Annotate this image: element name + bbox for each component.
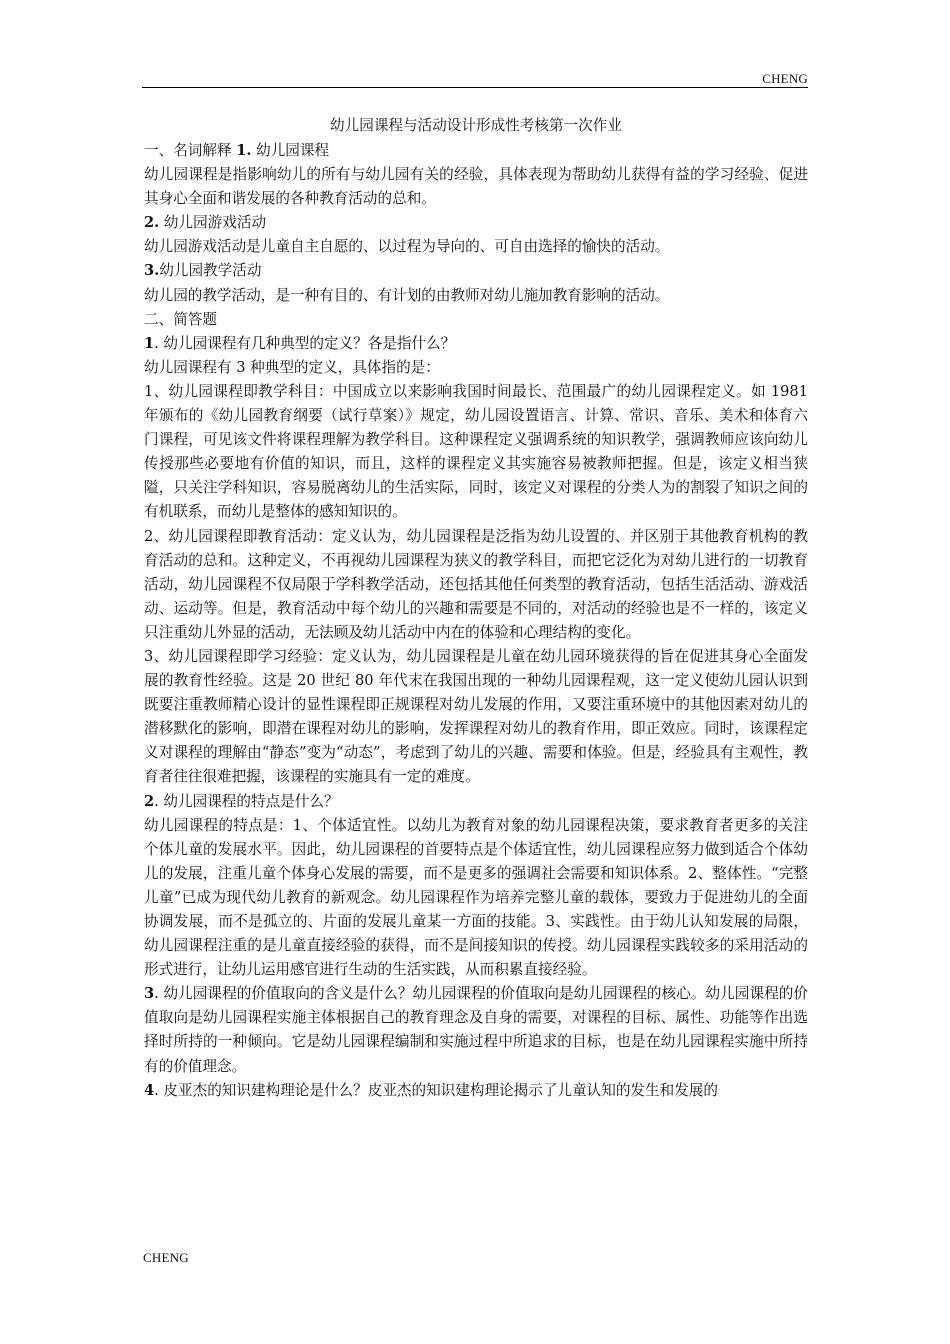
question-3-number: 3 xyxy=(144,985,155,1003)
term-2-definition: 幼儿园游戏活动是儿童自主自愿的、以过程为导向的、可自由选择的愉快的活动。 xyxy=(144,238,670,256)
page-header-label: CHENG xyxy=(762,71,808,86)
page-footer-label: CHENG xyxy=(143,1250,189,1265)
term-2-name: 幼儿园游戏活动 xyxy=(163,214,267,232)
question-4 xyxy=(144,1079,808,1103)
term-1-name: 幼儿园课程 xyxy=(256,142,330,159)
section-1-heading: 一、名词解释 xyxy=(144,142,232,159)
section-2-heading: 二、简答题 xyxy=(144,310,217,328)
question-2 xyxy=(144,790,808,814)
question-2-text: . 幼儿园课程的特点是什么？ xyxy=(154,792,339,810)
question-2-number: 2 xyxy=(144,792,155,810)
header-rule xyxy=(142,87,808,88)
question-2-answer: 幼儿园课程的特点是：1、个体适宜性。以幼儿为教育对象的幼儿园课程决策，要求教育者更多的关注个体儿童的发展水平。因此，幼儿园课程的首要特点是个体适宜性，幼儿园课程应努力做到适合个体幼儿的发展，注重儿童个体身心发展的需要，而不是更多的强调社会需要和知识体系。2、整体性。“完整儿童”已成为现代幼儿教育的新观念。幼儿园课程作为培养完整儿童的载体，要致力于促进幼儿的全面协调发展，而不是孤立的、片面的发展儿童某一方面的技能。3、实践性。由于幼儿认知发展的局限，幼儿园课程注重的是儿童直接经验的获得，而不是间接知识的传授。幼儿园课程实践较多的采用活动的形式进行，让幼儿运用感官进行生动的生活实践，从而积累直接经验。 xyxy=(144,816,808,979)
question-4-number: 4 xyxy=(144,1081,155,1099)
term-1-number: 1. xyxy=(236,142,252,159)
term-3-definition: 幼儿园的教学活动，是一种有目的、有计划的由教师对幼儿施加教育影响的活动。 xyxy=(144,286,670,304)
question-1-number: 1 xyxy=(144,334,155,352)
document-title: 幼儿园课程与活动设计形成性考核第一次作业 xyxy=(330,117,622,134)
question-1-answer-2: 2、幼儿园课程即教育活动：定义认为，幼儿园课程是泛指为幼儿设置的、并区别于其他教育机构的教育活动的总和。这种定义，不再视幼儿园课程为狭义的教学科目，而把它泛化为对幼儿进行的一切教育活动，幼儿园课程不仅局限于学科教学活动，还包括其他任何类型的教育活动，包括生活活动、游戏活动、运动等。但是，教育活动中每个幼儿的兴趣和需要是不同的，对活动的经验也是不一样的，该定义只注重幼儿外显的活动，无法顾及幼儿活动中内在的体验和心理结构的变化。 xyxy=(144,527,808,641)
question-1-answer-1: 1、幼儿园课程即教学科目：中国成立以来影响我国时间最长、范围最广的幼儿园课程定义。如 1981 年颁布的《幼儿园教育纲要（试行草案）》规定，幼儿园设置语言、计算、常识、音乐、美术和体育六门课程，可见该文件将课程理解为教学科目。这种课程定义强调系统的知识教学，强调教师应该向幼儿传授那些必要地有价值的知识，而且，这样的课程定义其实施容易被教师把握。但是，该定义相当狭隘，只关注学科知识，容易脱离幼儿的生活实际，同时，该定义对课程的分类人为的割裂了知识之间的有机联系，而幼儿是整体的感知知识的。 xyxy=(144,382,808,521)
term-2-heading-line xyxy=(144,211,808,235)
question-3 xyxy=(144,982,808,1078)
term-1-definition: 幼儿园课程是指影响幼儿的所有与幼儿园有关的经验，具体表现为帮助幼儿获得有益的学习经验、促进其身心全面和谐发展的各种教育活动的总和。 xyxy=(144,166,808,208)
term-2-number: 2. xyxy=(144,214,160,232)
term-3-heading-line xyxy=(144,259,808,283)
question-1-text: . 幼儿园课程有几种典型的定义？各是指什么？ xyxy=(154,334,456,352)
question-1-answer-3: 3、幼儿园课程即学习经验：定义认为，幼儿园课程是儿童在幼儿园环境获得的旨在促进其身心全面发展的教育性经验。这是 20 世纪 80 年代末在我国出现的一种幼儿园课程观，这一定义使幼儿园认识到既要注重教师精心设计的显性课程即正规课程对幼儿发展的作用，又要注重环境中的其他因素对幼儿的潜移默化的影响，即潜在课程对幼儿的影响，发挥课程对幼儿的教育作用，即正效应。同时，该课程定义对课程的理解由“静态”变为“动态”，考虑到了幼儿的兴趣、需要和体验。但是，经验具有主观性，教育者往往很难把握，该课程的实施具有一定的难度。 xyxy=(144,647,808,786)
question-3-text: . 幼儿园课程的价值取向的含义是什么？幼儿园课程的价值取向是幼儿园课程的核心。幼儿园课程的价值取向是幼儿园课程实施主体根据自己的教育理念及自身的需要，对课程的目标、属性、功能等作出选择时所持的一种倾向。它是幼儿园课程编制和实施过程中所追求的目标，也是在幼儿园课程实施中所持有的价值理念。 xyxy=(144,985,808,1075)
term-3-name: 幼儿园教学活动 xyxy=(159,262,262,280)
document-body xyxy=(144,113,808,1103)
question-1-intro: 幼儿园课程有 3 种典型的定义，具体指的是： xyxy=(144,358,440,376)
section-1-heading-line xyxy=(144,139,808,163)
question-4-text: . 皮亚杰的知识建构理论是什么？皮亚杰的知识建构理论揭示了儿童认知的发生和发展的 xyxy=(154,1081,719,1099)
question-1 xyxy=(144,332,808,356)
term-3-number: 3. xyxy=(144,262,160,280)
